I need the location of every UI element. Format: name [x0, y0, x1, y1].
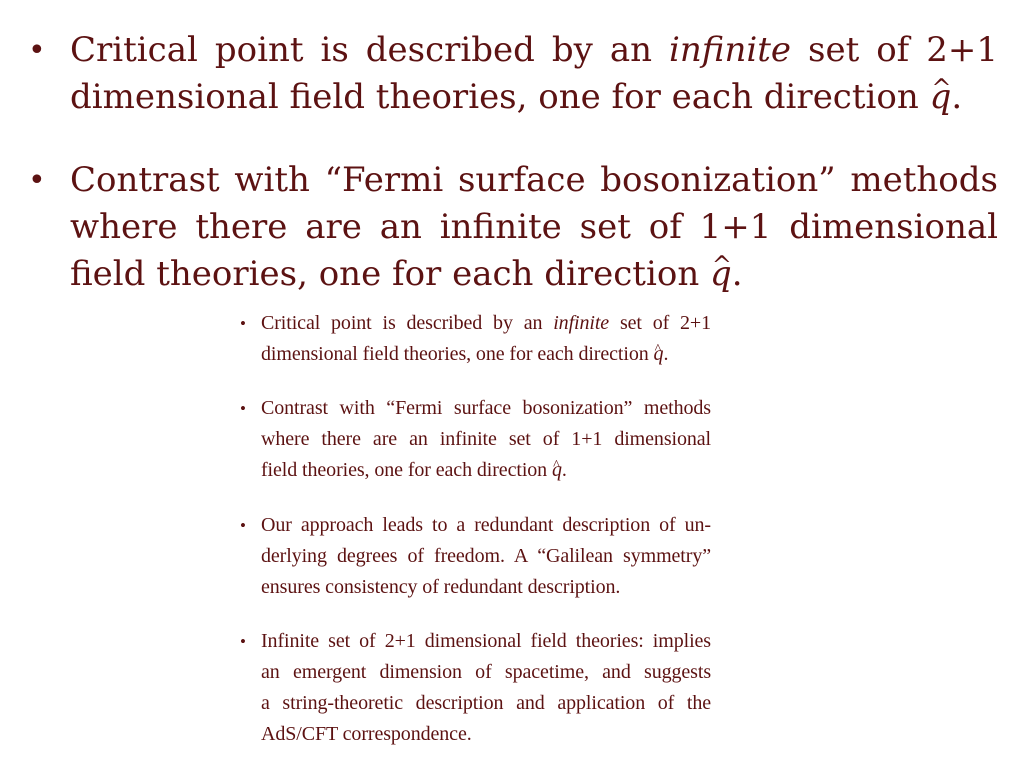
bullet-icon: • — [28, 163, 46, 198]
emphasis-text: infinite — [669, 30, 792, 70]
text-line: a string-theoretic description and application of the — [261, 692, 711, 714]
large-bullet-item-1 — [28, 27, 998, 121]
text-line: dimensional field theories, one for each direction ^ q. — [261, 339, 711, 370]
bullet-icon: • — [240, 314, 246, 333]
small-bullet-item-4 — [240, 626, 720, 750]
q-hat-symbol: ^ q — [710, 251, 732, 298]
text-line: Contrast with “Fermi surface bosonization” methods — [70, 160, 998, 200]
q-hat-symbol: ^ q — [552, 455, 562, 486]
q-hat-symbol: ^ q — [930, 74, 952, 121]
bullet-text — [70, 27, 998, 121]
text-line: Infinite set of 2+1 dimensional field theories: implies — [261, 630, 711, 652]
text-line: derlying degrees of freedom. A “Galilean symmetry” — [261, 545, 711, 567]
bullet-text — [261, 626, 711, 750]
bullet-icon: • — [240, 399, 246, 418]
bullet-text — [261, 393, 711, 486]
small-bullet-item-3 — [240, 510, 720, 603]
emphasis-text: infinite — [553, 312, 610, 334]
small-bullet-item-1 — [240, 308, 720, 370]
bullet-text — [261, 510, 711, 603]
text-line: AdS/CFT correspondence. — [261, 723, 472, 745]
text-line: where there are an infinite set of 1+1 dimensional — [70, 207, 998, 247]
bullet-icon: • — [240, 632, 246, 651]
text-line: an emergent dimension of spacetime, and suggests — [261, 661, 711, 683]
text-line: Our approach leads to a redundant description of un- — [261, 514, 711, 536]
text-line: field theories, one for each direction ^ q. — [70, 251, 998, 298]
bullet-icon: • — [240, 516, 246, 535]
small-bullet-item-2 — [240, 393, 720, 486]
text-line: dimensional field theories, one for each direction ^ q. — [70, 74, 998, 121]
text-line: where there are an infinite set of 1+1 dimensional — [261, 428, 711, 450]
text-line: Critical point is described by an infinite set of 2+1 — [70, 30, 998, 70]
bullet-icon: • — [28, 33, 46, 68]
text-line: Contrast with “Fermi surface bosonization” methods — [261, 397, 711, 419]
q-hat-symbol: ^ q — [654, 339, 664, 370]
bullet-text — [261, 308, 711, 370]
large-bullet-item-2 — [28, 157, 998, 298]
bullet-text — [70, 157, 998, 298]
text-line: ensures consistency of redundant description. — [261, 576, 621, 598]
text-line: Critical point is described by an infinite set of 2+1 — [261, 312, 711, 334]
text-line: field theories, one for each direction ^ q. — [261, 455, 711, 486]
